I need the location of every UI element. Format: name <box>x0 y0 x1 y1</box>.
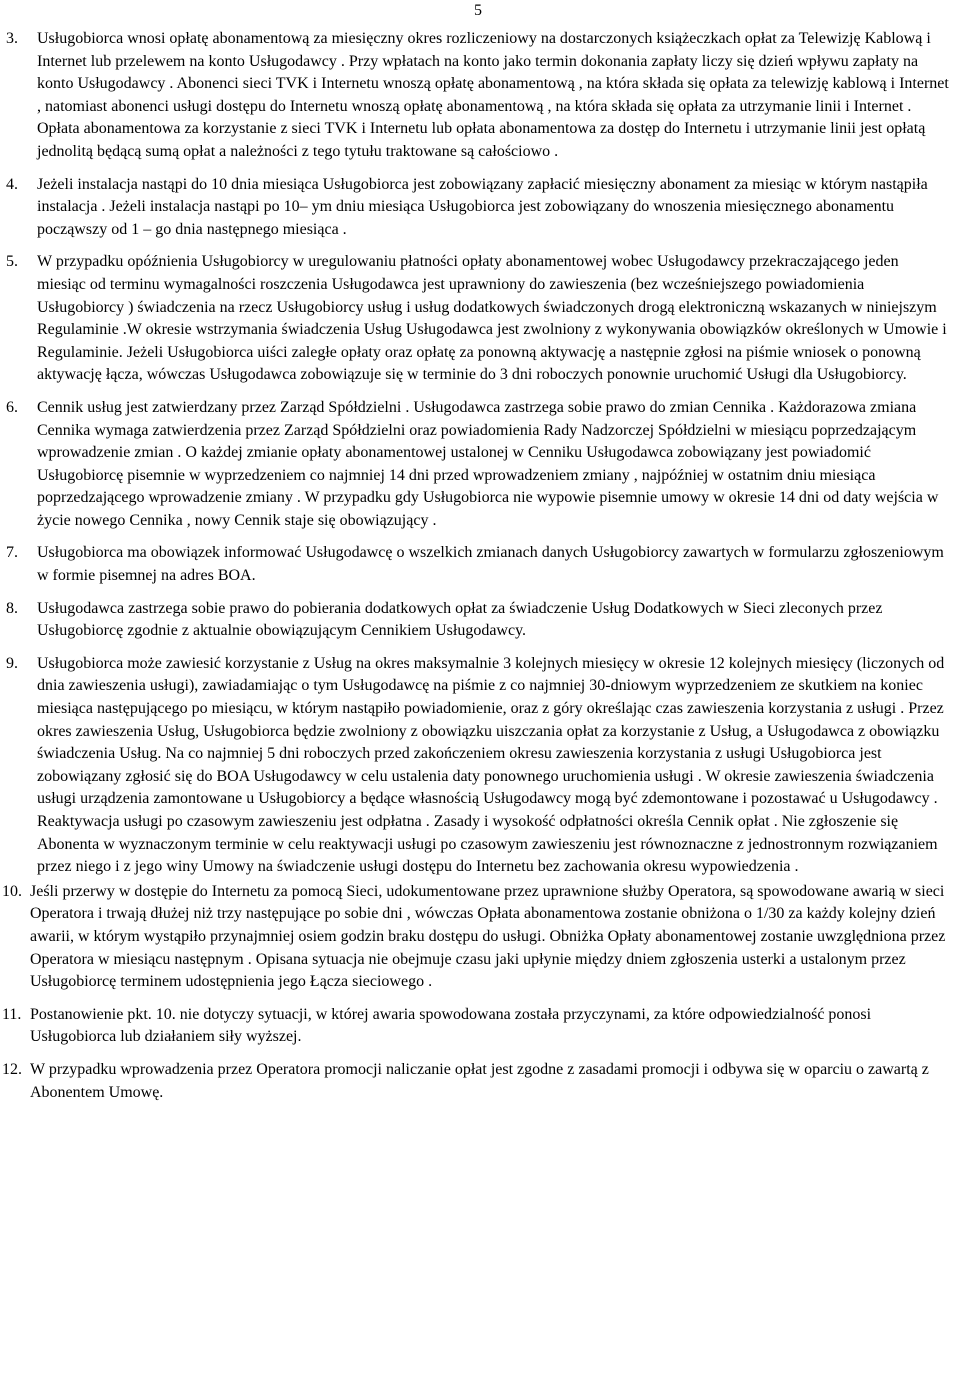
item-text: Usługobiorca może zawiesić korzystanie z Usług na okres maksymalnie 3 kolejnych miesięcy w okresie 12 kolejnych miesięcy (liczonych od dnia zawieszenia usługi), zawiadamiając o tym Usługodawcę na piśmie z co najmniej 30-dniowym wyprzedzeniem ze skutkiem na koniec miesiąca następującego po miesiącu, w którym nastąpiło powiadomienie, oraz z góry określając czas zawieszenia korzystania z usługi . Przez okres zawieszenia Usług, Usługobiorca będzie zwolniony z obowiązku uiszczania opłat za korzystanie z Usług, a Usługodawca z obowiązku świadczenia Usług. Na co najmniej 5 dni roboczych przed zakończeniem okresu zawieszenia korzystania z usługi Usługobiorca jest zobowiązany zgłosić się do BOA Usługodawcy w celu ustalenia daty ponownego uruchomienia usługi . W okresie zawieszenia świadczenia usługi urządzenia zamontowane u Usługobiorcy a będące własnością Usługodawcy mogą być zdemontowane i pozostawać u Usługodawcy . Reaktywacja usługi po czasowym zawieszeniu jest odpłatna . Zasady i wysokość odpłatności określa Cennik opłat . Nie zgłoszenie się Abonenta w wyznaczonym terminie w celu reaktywacji usługi po czasowym zawieszeniu jest równoznaczne z jednostronnym rozwiązaniem przez niego i z jego winy Umowy na świadczenie usługi dostępu do Internetu bez zachowania okresu wypowiedzenia . <box>37 654 945 876</box>
list-item <box>0 1059 960 1104</box>
list-item <box>0 542 960 587</box>
item-text: Jeśli przerwy w dostępie do Internetu za pomocą Sieci, udokumentowane przez uprawnione służby Operatora, są spowodowane awarią w sieci Operatora i trwają dłużej niż trzy następujące po sobie dni , wówczas Opłata abonamentowa zostanie obniżona o 1/30 za każdy kolejny dzień awarii, w którym wystąpiło przynajmniej osiem godzin braku dostępu do usługi. Obniżka Opłaty abonamentowej zostanie uwzględniona przez Operatora w miesiącu następnym . Opisana sytuacja nie obejmuje czasu jaki upłynie między dniem zgłoszenia usterki a ustalonym przez Usługobiorcę terminem udostępnienia jego Łącza sieciowego . <box>30 882 946 991</box>
item-number: 3. <box>6 30 18 47</box>
list-item <box>0 598 960 643</box>
list-item <box>0 251 960 387</box>
item-number: 6. <box>6 398 18 416</box>
list-item <box>0 881 960 994</box>
item-text: Usługodawca zastrzega sobie prawo do pobierania dodatkowych opłat za świadczenie Usług Dodatkowych w Sieci zleconych przez Usługobiorcę zgodnie z aktualnie obowiązującym Cennikiem Usługodawcy. <box>37 599 883 640</box>
list-item <box>0 1004 960 1049</box>
list-item <box>0 653 960 879</box>
item-number: 12. <box>2 1060 22 1078</box>
item-number: 9. <box>6 654 18 672</box>
item-number: 5. <box>6 253 18 271</box>
item-number: 11. <box>2 1005 22 1023</box>
item-number: 8. <box>6 599 18 617</box>
item-text: Usługobiorca wnosi opłatę abonamentową za miesięczny okres rozliczeniowy na dostarczonych książeczkach opłat za Telewizję Kablową i Internet lub przelewem na konto Usługodawcy . Przy wpłatach na konto jako termin dokonania zapłaty liczy się dzień wpływu zapłaty na konto Usługodawcy . Abonenci sieci TVK i Internetu wnoszą opłatę abonamentową , na która składa się opłata za telewizję kablową i Internet , natomiast abonenci usługi dostępu do Internetu wnoszą opłatę abonamentową , na która składa się opłata za utrzymanie linii i Internet . Opłata abonamentowa za korzystanie z sieci TVK i Internetu lub opłata abonamentowa za dostęp do Internetu i utrzymanie linii jest opłatą jednolitą będącą sumą opłat a należności z tego tytułu traktowane są całościowo . <box>37 30 949 160</box>
item-number: 10. <box>2 882 22 900</box>
item-text: Jeżeli instalacja nastąpi do 10 dnia miesiąca Usługobiorca jest zobowiązany zapłacić miesięczny abonament za miesiąc w którym nastąpiła instalacja . Jeżeli instalacja nastąpi po 10– ym dniu miesiąca Usługobiorca jest zobowiązany do wnoszenia miesięcznego abonamentu począwszy od 1 – go dnia następnego miesiąca . <box>37 175 928 238</box>
document-body <box>0 28 960 1104</box>
page-number: 5 <box>474 2 482 19</box>
list-item <box>0 174 960 242</box>
item-text: W przypadku opóźnienia Usługobiorcy w uregulowaniu płatności opłaty abonamentowej wobec Usługodawcy przekraczającego jeden miesiąc od terminu wymagalności roszczenia Usługodawca jest uprawniony do zawieszenia (bez wcześniejszego powiadomienia Usługobiorcy ) świadczenia na rzecz Usługobiorcy usług i usług dodatkowych świadczonych drogą elektroniczną wskazanych w niniejszym Regulaminie .W okresie wstrzymania świadczenia Usług Usługodawca jest zwolniony z wykonywania obowiązków określonych w Umowie i Regulaminie. Jeżeli Usługobiorca uiści zaległe opłaty oraz opłatę za ponowną aktywację a następnie zgłosi na piśmie wniosek o ponowną aktywację łącza, wówczas Usługodawca zobowiązuje się w terminie do 3 dni roboczych ponownie uruchomić Usługi dla Usługobiorcy. <box>37 253 947 384</box>
list-item <box>0 28 960 164</box>
item-text: Cennik usług jest zatwierdzany przez Zarząd Spółdzielni . Usługodawca zastrzega sobie prawo do zmian Cennika . Każdorazowa zmiana Cennika wymaga zatwierdzenia przez Zarząd Spółdzielni oraz powiadomienia Rady Nadzorczej Spółdzielni w miesiącu poprzedzającym wprowadzenie zmian . O każdej zmianie opłaty abonamentowej ustalonej w Cenniku Usługodawca zobowiązany jest powiadomić Usługobiorcę pisemnie w wyprzedzeniem co najmniej 14 dni przed wprowadzeniem zmiany , najpóźniej w ostatnim dniu miesiąca poprzedzającego wprowadzenie zmiany . W przypadku gdy Usługobiorca nie wypowie pisemnie umowy w okresie 14 dni od daty wejścia w życie nowego Cennika , nowy Cennik staje się obowiązujący . <box>37 398 939 529</box>
list-item <box>0 397 960 533</box>
item-number: 7. <box>6 544 18 562</box>
item-text: Usługobiorca ma obowiązek informować Usługodawcę o wszelkich zmianach danych Usługobiorcy zawartych w formularzu zgłoszeniowym w formie pisemnej na adres BOA. <box>37 544 944 585</box>
item-number: 4. <box>6 175 18 193</box>
item-text: W przypadku wprowadzenia przez Operatora promocji naliczanie opłat jest zgodne z zasadami promocji i odbywa się w oparciu o zawartą z Abonentem Umowę. <box>30 1060 929 1101</box>
item-text: Postanowienie pkt. 10. nie dotyczy sytuacji, w której awaria spowodowana została przyczynami, za które odpowiedzialność ponosi Usługobiorca lub działaniem siły wyższej. <box>30 1005 872 1046</box>
